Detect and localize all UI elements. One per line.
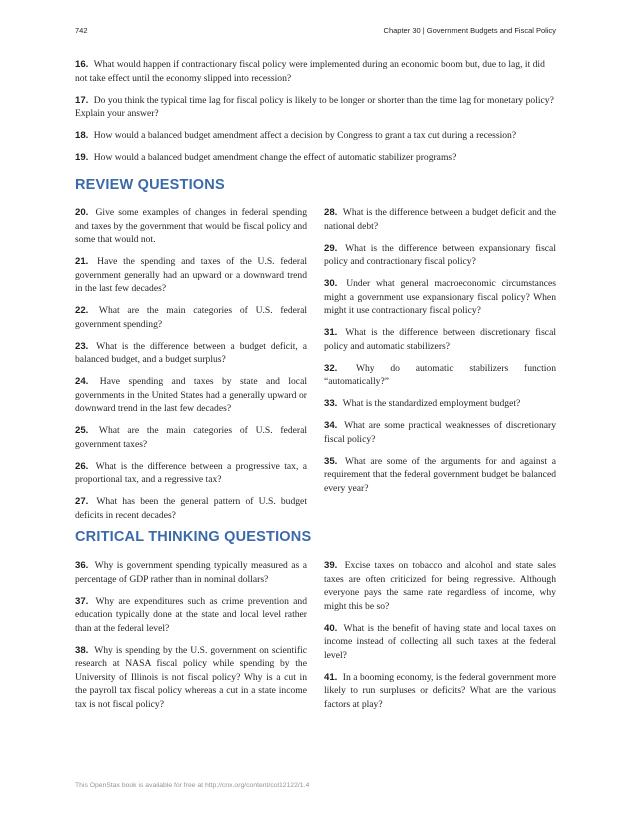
question-text: Why do automatic stabilizers function “automatically?” <box>324 362 556 387</box>
question-text: Have spending and taxes by state and local governments in the United States had a generally upward or downward trend in the last few decades? <box>75 376 307 414</box>
review-questions-heading: REVIEW QUESTIONS <box>75 177 225 193</box>
question-number: 30. <box>324 278 338 289</box>
question-number: 34. <box>324 420 338 431</box>
chapter-title: Chapter 30 | Government Budgets and Fiscal Policy <box>383 26 556 35</box>
question-item <box>75 206 307 247</box>
review-right-column <box>324 206 556 504</box>
question-number: 31. <box>324 327 338 338</box>
question-number: 36. <box>75 560 89 571</box>
question-text: How would a balanced budget amendment change the effect of automatic stabilizer programs? <box>93 152 457 163</box>
question-number: 26. <box>75 460 89 472</box>
question-text: What would happen if contractionary fiscal policy were implemented during an economic boom but, due to lag, it did not take effect until the economy slipped into recession? <box>75 59 545 84</box>
question-item <box>75 559 307 586</box>
question-item <box>324 622 556 663</box>
question-item <box>324 277 556 318</box>
question-text: Do you think the typical time lag for fiscal policy is likely to be longer or shorter than the time lag for monetary policy? Explain your answer? <box>75 94 554 119</box>
question-item <box>75 495 307 522</box>
question-item <box>324 455 556 496</box>
question-number: 17. <box>75 94 89 106</box>
question-text: What is the difference between a progressive tax, a proportional tax, and a regressive tax? <box>75 460 308 485</box>
question-text: Excise taxes on tobacco and alcohol and state sales taxes are often criticized for being regressive. Although everyone pays the same rate regardless of income, why might this be so? <box>324 560 556 612</box>
question-number: 21. <box>75 256 89 267</box>
question-item <box>324 419 556 446</box>
question-text: Have the spending and taxes of the U.S. federal government generally had an upward or a downward trend in the last few decades? <box>75 256 307 294</box>
question-text: What are some practical weaknesses of discretionary fiscal policy? <box>324 420 556 445</box>
question-number: 18. <box>75 130 89 141</box>
question-text: What are the main categories of U.S. federal government taxes? <box>75 425 307 450</box>
question-item <box>75 424 307 451</box>
question-number: 16. <box>75 59 89 70</box>
question-text: Under what general macroeconomic circumstances might a government use expansionary fiscal policy? When might it use contractionary fiscal policy? <box>324 278 556 316</box>
question-item <box>75 151 557 165</box>
question-number: 33. <box>324 398 338 409</box>
page-footer: This OpenStax book is available for free at http://cnx.org/content/col12122/1.4 <box>75 782 310 789</box>
question-number: 40. <box>324 622 338 634</box>
question-number: 24. <box>75 376 89 387</box>
question-item <box>324 559 556 613</box>
question-item <box>75 255 307 296</box>
question-item <box>324 397 556 411</box>
critical-thinking-heading: CRITICAL THINKING QUESTIONS <box>75 529 312 545</box>
question-item <box>324 242 556 269</box>
review-left-column <box>75 206 307 531</box>
question-text: What are the main categories of U.S. federal government spending? <box>75 305 307 330</box>
question-number: 38. <box>75 644 89 656</box>
question-text: Why is government spending typically measured as a percentage of GDP rather than in nominal dollars? <box>75 560 307 585</box>
question-text: What is the benefit of having state and local taxes on income instead of collecting all such taxes at the federal level? <box>324 622 556 661</box>
question-number: 29. <box>324 242 338 254</box>
question-item <box>75 304 307 331</box>
question-text: What is the difference between a budget deficit, a balanced budget, and a budget surplus? <box>75 340 307 365</box>
question-text: How would a balanced budget amendment affect a decision by Congress to grant a tax cut during a recession? <box>93 130 517 141</box>
page-number: 742 <box>75 26 88 35</box>
question-text: Give some examples of changes in federal spending and taxes by the government that would be fiscal policy and some that would not. <box>75 207 307 245</box>
question-item <box>75 340 307 367</box>
question-item <box>75 129 557 143</box>
question-number: 27. <box>75 496 89 507</box>
critical-right-column <box>324 559 556 720</box>
question-number: 35. <box>324 455 338 467</box>
question-number: 25. <box>75 425 89 436</box>
question-item <box>75 94 557 121</box>
question-text: Why is spending by the U.S. government on scientific research at NASA fiscal policy while spending by the University of Illinois is not fiscal policy? Why is a cut in the payroll tax fiscal policy whereas a cut in a state income tax is not fiscal policy? <box>75 644 307 710</box>
question-text: What is the standardized employment budget? <box>342 398 521 409</box>
continued-questions <box>75 58 557 173</box>
question-item <box>324 671 556 712</box>
question-number: 41. <box>324 671 338 683</box>
question-text: What is the difference between expansionary fiscal policy and contractionary fiscal policy? <box>324 242 556 267</box>
question-number: 39. <box>324 560 338 571</box>
question-item <box>324 362 556 389</box>
question-item <box>75 460 307 487</box>
question-item <box>75 375 307 416</box>
question-number: 19. <box>75 152 89 163</box>
question-text: In a booming economy, is the federal government more likely to run surpluses or deficits? What are the various factors at play? <box>324 671 556 710</box>
question-item <box>75 58 557 85</box>
question-item <box>75 644 307 712</box>
question-number: 32. <box>324 362 338 374</box>
question-text: Why are expenditures such as crime prevention and education typically done at the state and local level rather than at the federal level? <box>75 595 307 634</box>
question-item <box>324 206 556 233</box>
question-number: 28. <box>324 207 338 218</box>
question-number: 22. <box>75 305 89 316</box>
question-number: 37. <box>75 595 89 607</box>
question-number: 23. <box>75 340 89 352</box>
question-text: What is the difference between a budget deficit and the national debt? <box>324 207 557 232</box>
question-text: What is the difference between discretionary fiscal policy and automatic stabilizers? <box>324 327 556 352</box>
question-text: What are some of the arguments for and against a requirement that the federal government budget be balanced every year? <box>324 455 556 494</box>
critical-left-column <box>75 559 307 720</box>
question-text: What has been the general pattern of U.S. budget deficits in recent decades? <box>75 496 307 521</box>
question-item <box>324 326 556 353</box>
question-number: 20. <box>75 207 89 218</box>
question-item <box>75 595 307 636</box>
